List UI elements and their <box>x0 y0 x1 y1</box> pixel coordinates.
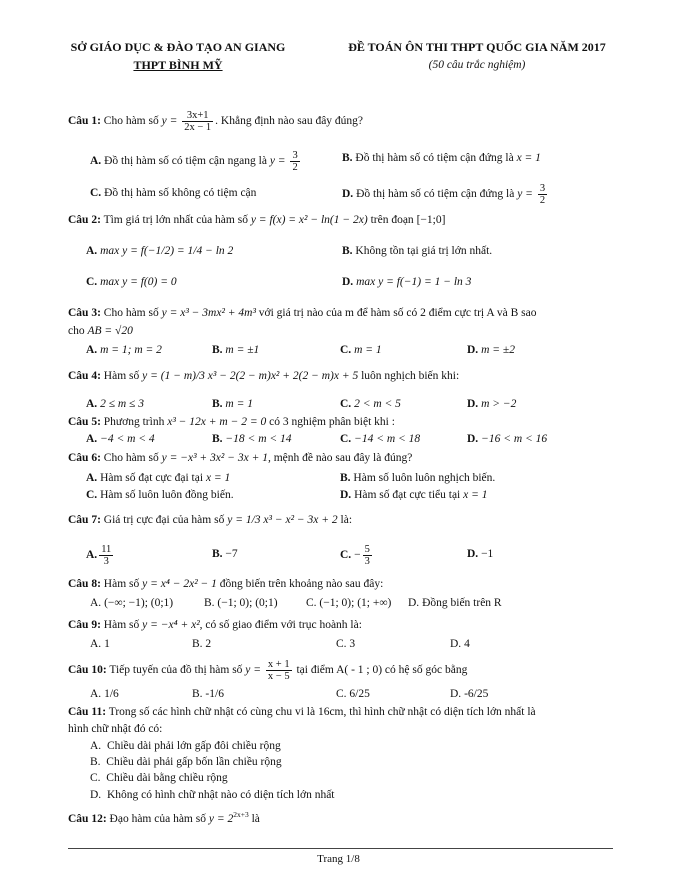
math-expression: y = 2 <box>208 813 234 825</box>
option-text: −7 <box>225 548 238 560</box>
question-stem-end: luôn nghịch biến khi: <box>361 370 460 382</box>
department-name: SỞ GIÁO DỤC & ĐÀO TẠO AN GIANG <box>70 40 286 54</box>
option-label: B. <box>212 433 223 445</box>
question-3 <box>68 305 613 321</box>
option-c[interactable] <box>336 686 370 702</box>
option-text: 2 <box>205 638 212 650</box>
question-stem: Cho hàm số <box>103 115 159 128</box>
option-text: −1 <box>481 548 494 560</box>
question-11 <box>68 704 613 720</box>
option-text: Chiều dài phải gấp bốn lần chiều rộng <box>106 756 282 768</box>
option-label: C. <box>306 597 317 609</box>
question-stem: Giá trị cực đại của hàm số <box>103 514 225 526</box>
option-label: B. <box>212 548 223 560</box>
option-c[interactable] <box>340 544 374 567</box>
option-label: A. <box>86 433 98 445</box>
question-7 <box>68 512 613 528</box>
option-label: A. <box>86 344 98 356</box>
question-label: Câu 6: <box>68 452 101 464</box>
option-d[interactable] <box>467 342 515 358</box>
option-label: D. <box>467 433 479 445</box>
option-label: D. <box>467 344 479 356</box>
question-stem: Hàm số <box>103 619 140 631</box>
fraction <box>363 544 372 567</box>
option-a[interactable] <box>90 738 281 755</box>
option-label: D. <box>450 638 462 650</box>
math-expression: m = 1; m = 2 <box>100 344 162 356</box>
denominator: 2x − 1 <box>184 122 212 133</box>
denominator: 3 <box>103 556 109 567</box>
school-name: THPT BÌNH MỸ <box>133 58 223 72</box>
option-a[interactable] <box>86 243 233 259</box>
numerator: 3x+1 <box>182 110 213 122</box>
option-label: C. <box>340 433 352 445</box>
option-a[interactable] <box>90 150 302 173</box>
option-text: Hàm số luôn luôn đồng biến. <box>100 489 234 501</box>
option-d[interactable] <box>467 396 516 412</box>
math-expression: −14 < m < 18 <box>354 433 421 445</box>
math-expression: m > −2 <box>481 398 517 410</box>
option-label: A. <box>90 597 102 609</box>
question-stem: Cho hàm số <box>103 452 159 464</box>
math-expression: y = <box>269 155 286 168</box>
option-text: -6/25 <box>464 688 489 700</box>
option-text: Đồ thị hàm số không có tiệm cận <box>104 187 257 199</box>
option-label: D. <box>408 597 420 609</box>
footer-divider <box>68 848 613 849</box>
denominator: 2 <box>539 195 546 206</box>
math-expression: y = f(x) = x² − ln(1 − 2x) <box>250 214 368 226</box>
question-1 <box>68 110 613 133</box>
option-d[interactable] <box>450 686 488 702</box>
option-text: 1 <box>104 638 110 650</box>
option-label: D. <box>90 789 102 801</box>
question-label: Câu 1: <box>68 115 101 128</box>
question-label: Câu 3: <box>68 307 101 319</box>
math-expression: m = 1 <box>225 398 253 410</box>
question-label: Câu 4: <box>68 370 101 382</box>
option-a[interactable] <box>86 342 162 358</box>
question-stem-end: . Khẳng định nào sau đây đúng? <box>215 115 364 128</box>
math-expression: m = ±2 <box>481 344 515 356</box>
question-4 <box>68 368 613 384</box>
option-label: B. <box>340 472 351 484</box>
fraction <box>290 150 299 173</box>
option-a[interactable] <box>86 431 155 447</box>
math-expression: m = 1 <box>354 344 382 356</box>
page-number: Trang 1/8 <box>317 853 360 865</box>
question-3-line-2 <box>68 323 613 339</box>
math-expression: x = 1 <box>516 152 541 164</box>
option-b[interactable] <box>212 546 238 562</box>
math-expression: max y = f(−1) = 1 − ln 3 <box>356 276 472 288</box>
option-a[interactable] <box>90 595 173 611</box>
option-text: Hàm số luôn luôn nghịch biến. <box>353 472 496 484</box>
question-stem: Hàm số <box>103 370 140 382</box>
question-stem: Phương trình <box>103 416 165 428</box>
numerator: 5 <box>364 544 370 555</box>
math-expression: y = <box>517 188 533 201</box>
math-expression: x³ − 12x + m − 2 = 0 <box>167 416 267 428</box>
option-label: A. <box>86 245 98 257</box>
option-a[interactable] <box>86 544 115 567</box>
question-label: Câu 7: <box>68 514 101 526</box>
option-text: Đồ thị hàm số có tiệm cận ngang là <box>104 155 267 168</box>
option-label: D. <box>342 188 354 201</box>
question-stem: hình chữ nhật đó có: <box>68 723 163 735</box>
math-expression: y = 1/3 x³ − x² − 3x + 2 <box>227 514 338 526</box>
math-expression: 2 < m < 5 <box>354 398 401 410</box>
option-c[interactable] <box>90 185 256 201</box>
option-label: D. <box>467 548 479 560</box>
option-text: Đồ thị hàm số có tiệm cận đứng là <box>355 152 514 164</box>
question-10 <box>68 659 613 682</box>
option-text: Chiều dài bằng chiều rộng <box>106 772 228 784</box>
numerator: 11 <box>101 544 112 555</box>
math-expression: (−1; 0); (1; +∞) <box>319 597 392 609</box>
option-b[interactable] <box>342 243 492 259</box>
denominator: 2 <box>292 162 298 173</box>
option-label: B. <box>90 756 101 768</box>
option-text: Chiều dài phải lớn gấp đôi chiều rộng <box>106 740 281 752</box>
math-expression: m = ±1 <box>225 344 260 356</box>
question-6 <box>68 450 613 466</box>
minus-sign: − <box>354 549 361 562</box>
question-stem: Cho hàm số <box>103 307 159 319</box>
option-label: C. <box>340 549 352 562</box>
option-c[interactable] <box>340 431 420 447</box>
option-b[interactable] <box>192 636 211 652</box>
option-d[interactable] <box>408 595 502 611</box>
header-left <box>58 38 298 74</box>
question-label: Câu 10: <box>68 664 107 677</box>
math-expression: x = 1 <box>463 489 488 501</box>
question-5 <box>68 414 613 430</box>
option-d[interactable] <box>450 636 470 652</box>
option-text: Hàm số đạt cực tiểu tại <box>354 489 461 501</box>
option-d[interactable] <box>90 787 335 804</box>
math-expression: max y = f(−1/2) = 1/4 − ln 2 <box>100 245 234 257</box>
denominator: 3 <box>364 556 370 567</box>
question-11-line-2 <box>68 721 613 737</box>
option-label: D. <box>450 688 462 700</box>
numerator: x + 1 <box>267 659 290 670</box>
fraction <box>266 659 292 682</box>
option-b[interactable] <box>90 754 282 771</box>
option-c[interactable] <box>340 396 401 412</box>
option-label: B. <box>192 688 203 700</box>
option-b[interactable] <box>340 470 495 486</box>
option-b[interactable] <box>204 595 278 611</box>
math-expression: x = 1 <box>205 472 231 484</box>
option-label: A. <box>90 688 102 700</box>
option-text: Đồng biến trên R <box>422 597 502 609</box>
math-expression: y = −x⁴ + x² <box>142 619 200 631</box>
math-expression: y = x³ − 3mx² + 4m³ <box>161 307 256 319</box>
option-label: B. <box>212 344 223 356</box>
option-label: A. <box>86 398 98 410</box>
option-label: B. <box>212 398 223 410</box>
option-a[interactable] <box>86 396 144 412</box>
option-c[interactable] <box>86 487 234 503</box>
option-d[interactable] <box>342 183 549 206</box>
option-d[interactable] <box>467 546 493 562</box>
option-label: B. <box>204 597 215 609</box>
header-right <box>334 38 620 74</box>
math-expression: (−1; 0); (0;1) <box>217 597 278 609</box>
exam-subtitle: (50 câu trắc nghiệm) <box>428 59 526 71</box>
question-stem-end: là: <box>340 514 353 526</box>
option-c[interactable] <box>336 636 355 652</box>
fraction <box>182 110 213 133</box>
option-d[interactable] <box>342 274 471 290</box>
option-text: Đồ thị hàm số có tiệm cận đứng là <box>356 188 515 201</box>
option-a[interactable] <box>90 686 119 702</box>
question-label: Câu 11: <box>68 706 107 718</box>
option-label: C. <box>336 688 347 700</box>
option-d[interactable] <box>340 487 488 503</box>
math-expression: y = <box>245 664 262 677</box>
option-b[interactable] <box>342 150 541 166</box>
option-text: -1/6 <box>205 688 224 700</box>
question-2 <box>68 212 613 228</box>
option-b[interactable] <box>212 396 253 412</box>
option-label: B. <box>342 245 353 257</box>
option-c[interactable] <box>340 342 382 358</box>
option-label: C. <box>86 276 98 288</box>
question-stem: cho <box>68 325 85 337</box>
math-expression: −18 < m < 14 <box>225 433 292 445</box>
option-label: C. <box>340 398 352 410</box>
exponent: 2x+3 <box>233 810 249 819</box>
option-b[interactable] <box>192 686 224 702</box>
option-label: C. <box>90 772 101 784</box>
math-expression: (−∞; −1); (0;1) <box>104 597 174 609</box>
question-stem-end: có 3 nghiệm phân biệt khi : <box>269 416 395 428</box>
question-label: Câu 8: <box>68 578 101 590</box>
option-c[interactable] <box>90 770 228 787</box>
question-label: Câu 5: <box>68 416 101 428</box>
option-text: 6/25 <box>349 688 370 700</box>
question-stem-range: trên đoạn <box>370 214 414 226</box>
option-label: A. <box>86 549 98 562</box>
numerator: 3 <box>539 183 546 194</box>
option-text: Không có hình chữ nhật nào có diện tích lớn nhất <box>106 789 335 801</box>
option-label: C. <box>340 344 352 356</box>
fraction <box>99 544 113 567</box>
math-expression: 2 ≤ m ≤ 3 <box>100 398 144 410</box>
option-label: A. <box>86 472 98 484</box>
question-stem-end: đồng biến trên khoảng nào sau đây: <box>219 578 384 590</box>
option-d[interactable] <box>467 431 547 447</box>
option-label: D. <box>340 489 352 501</box>
math-expression: y = <box>161 115 178 128</box>
question-stem: Tìm giá trị lớn nhất của hàm số <box>103 214 248 226</box>
option-label: B. <box>342 152 353 164</box>
denominator: x − 5 <box>267 671 290 682</box>
option-c[interactable] <box>86 274 177 290</box>
question-stem-end: là <box>251 813 260 825</box>
question-stem: Đạo hàm của hàm số <box>109 813 206 825</box>
question-8 <box>68 576 613 592</box>
question-label: Câu 12: <box>68 813 107 825</box>
math-expression: y = (1 − m)/3 x³ − 2(2 − m)x² + 2(2 − m)x + 5 <box>142 370 359 382</box>
option-label: C. <box>86 489 98 501</box>
math-expression: −4 < m < 4 <box>100 433 155 445</box>
question-stem-end: tại điểm A( - 1 ; 0) có hệ số góc bằng <box>296 664 468 677</box>
math-expression: y = x⁴ − 2x² − 1 <box>142 578 217 590</box>
option-label: A. <box>90 155 102 168</box>
question-stem-end: mệnh đề nào sau đây là đúng? <box>273 452 413 464</box>
math-expression: AB = √20 <box>87 325 133 337</box>
numerator: 3 <box>292 150 298 161</box>
option-label: B. <box>192 638 203 650</box>
option-label: A. <box>90 740 102 752</box>
question-stem-end: , có số giao điểm với trục hoành là: <box>199 619 362 631</box>
math-expression: y = −x³ + 3x² − 3x + 1, <box>161 452 271 464</box>
option-text: 4 <box>464 638 470 650</box>
math-expression: max y = f(0) = 0 <box>100 276 177 288</box>
question-stem: Hàm số <box>103 578 140 590</box>
option-b[interactable] <box>212 431 292 447</box>
option-c[interactable] <box>306 595 391 611</box>
option-label: C. <box>336 638 347 650</box>
option-text: Hàm số đạt cực đại tại <box>100 472 204 484</box>
option-a[interactable] <box>90 636 110 652</box>
option-label: C. <box>90 187 102 199</box>
option-label: D. <box>342 276 354 288</box>
question-label: Câu 9: <box>68 619 101 631</box>
question-stem: Trong số các hình chữ nhật có cùng chu vi là 16cm, thì hình chữ nhật có diện tích lớn nhất là <box>108 706 536 718</box>
option-text: Không tồn tại giá trị lớn nhất. <box>355 245 493 257</box>
question-stem: Tiếp tuyến của đồ thị hàm số <box>109 664 243 677</box>
option-label: D. <box>467 398 479 410</box>
math-expression: −16 < m < 16 <box>481 433 548 445</box>
question-label: Câu 2: <box>68 214 101 226</box>
fraction <box>538 183 547 206</box>
question-stem-end: với giá trị nào của m để hàm số có 2 điểm cực trị A và B sao <box>258 307 537 319</box>
option-text: 1/6 <box>104 688 119 700</box>
question-12 <box>68 807 613 827</box>
math-interval: [−1;0] <box>416 214 446 226</box>
option-b[interactable] <box>212 342 259 358</box>
option-a[interactable] <box>86 470 230 486</box>
question-9 <box>68 617 613 633</box>
option-text: 3 <box>349 638 356 650</box>
option-label: A. <box>90 638 102 650</box>
exam-title: ĐỀ TOÁN ÔN THI THPT QUỐC GIA NĂM 2017 <box>348 40 606 54</box>
